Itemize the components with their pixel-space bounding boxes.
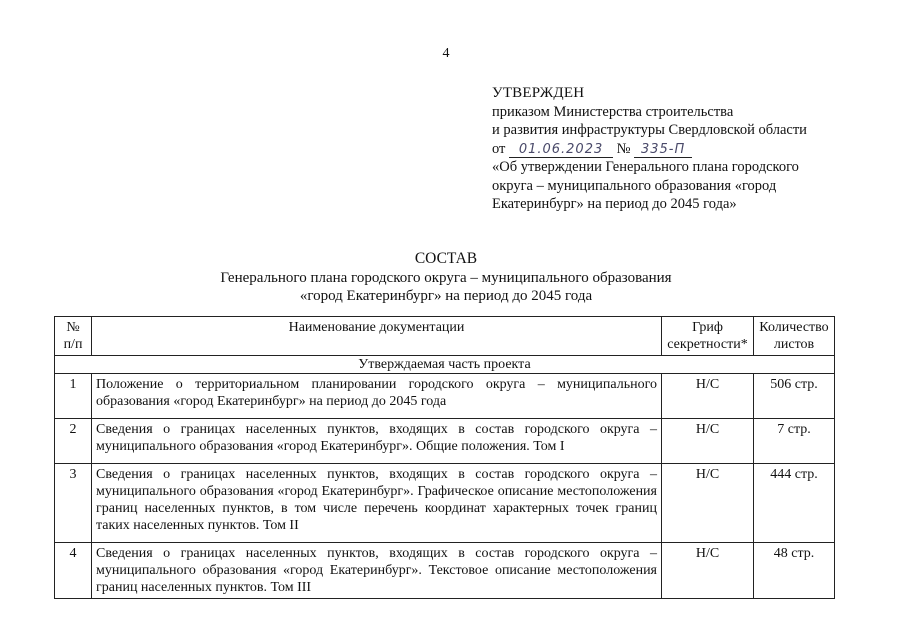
row-grif: Н/С [662, 374, 754, 419]
approval-date: 01.06.2023 [509, 143, 613, 158]
row-num: 2 [55, 419, 92, 464]
table-row [55, 419, 835, 464]
row-name: Сведения о границах населенных пунктов, входящих в состав городского округа – муниципального образования «город Екатеринбург». Общие положения. Том I [92, 419, 662, 464]
row-count: 7 стр. [754, 419, 835, 464]
row-name: Сведения о границах населенных пунктов, входящих в состав городского округа – муниципального образования «город Екатеринбург». Текстовое описание местоположения границ населенных пунктов. Том III [92, 543, 662, 599]
approval-line-2: и развития инфраструктуры Свердловской области [492, 122, 807, 138]
row-name: Положение о территориальном планировании городского округа – муниципального образования «город Екатеринбург» на период до 2045 года [92, 374, 662, 419]
table-header-row [55, 317, 835, 356]
approval-date-prefix: от [492, 140, 506, 157]
document-subtitle-line-1: Генерального плана городского округа – муниципального образования [220, 269, 672, 286]
table-row [55, 464, 835, 543]
row-num: 3 [55, 464, 92, 543]
document-subtitle-line-2: «город Екатеринбург» на период до 2045 года [299, 288, 593, 304]
approval-title-line-1: «Об утверждении Генерального плана городского [492, 159, 799, 175]
row-num: 1 [55, 374, 92, 419]
row-count: 444 стр. [754, 464, 835, 543]
header-num: № п/п [55, 317, 92, 356]
documents-table [54, 316, 835, 599]
row-name: Сведения о границах населенных пунктов, входящих в состав городского округа – муниципального образования «город Екатеринбург». Графическое описание местоположения границ населенных пунктов, в том числе перечень координат характерных точек границ таких населенных пунктов. Том II [92, 464, 662, 543]
approval-number-prefix: № [616, 140, 631, 157]
table-row [55, 543, 835, 599]
row-count: 506 стр. [754, 374, 835, 419]
approval-title-line-2: округа – муниципального образования «город [492, 177, 777, 194]
document-title-block [0, 250, 892, 306]
approval-stamp [492, 84, 892, 214]
document-title: СОСТАВ [414, 250, 478, 267]
page-number: 4 [442, 46, 450, 61]
row-num: 4 [55, 543, 92, 599]
header-count: Количество листов [754, 317, 835, 356]
table-section-row [55, 356, 835, 374]
row-grif: Н/С [662, 543, 754, 599]
approval-heading: УТВЕРЖДЕН [492, 85, 585, 101]
row-grif: Н/С [662, 464, 754, 543]
approval-date-line [492, 140, 892, 159]
header-grif: Гриф секретности* [662, 317, 754, 356]
header-name: Наименование документации [92, 317, 662, 356]
approval-number: 335-П [634, 143, 692, 158]
table-row [55, 374, 835, 419]
approval-title-line-3: Екатеринбург» на период до 2045 года» [492, 196, 737, 212]
section-label: Утверждаемая часть проекта [55, 356, 835, 374]
row-count: 48 стр. [754, 543, 835, 599]
row-grif: Н/С [662, 419, 754, 464]
approval-line-1: приказом Министерства строительства [492, 103, 734, 120]
